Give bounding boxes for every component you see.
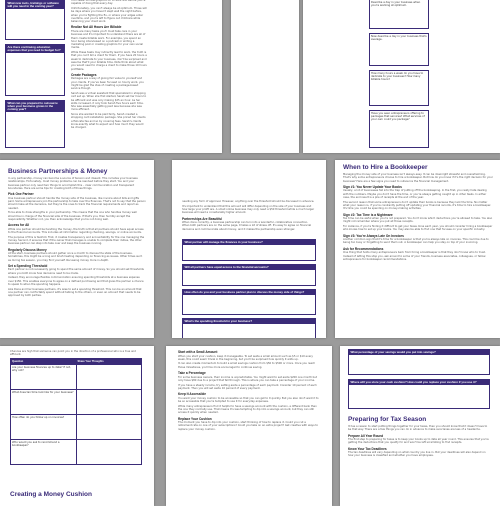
section-heading: Sign #3: You're Always Late On Invoices [343,233,404,238]
section-heading: Access for All [8,223,30,228]
paragraph: The tax deadlines will vary depending on what country you live in. But your deadlines will also depend on how your business is classified and whether you have employees. [348,451,486,458]
question-label: What's the spending threshold in your business? [183,319,315,324]
page-title: Business Partnerships & Money [8,168,108,175]
table-question: Who would you ask to recommend a bookkeeper? [11,439,77,464]
table-header: Share Your Thoughts [76,358,142,364]
page-spread2-right [335,160,500,338]
paragraph: One thing that holds many entrepreneurs back from hiring a bookkeeper is that they don't know who to trust. Instead of letting this stop you, ask around to some of your friends, business associates, colleagues, or fellow entrepreneurs for bookkeeper recommendations. [343,251,486,261]
page-spread1-sidebar [303,0,500,153]
paragraph: There are many tasks you'll must take care in your business and it's important to understand there are all of them create billable work. For example, you spend an hour being interviewed on a podcast or writing a marketing post or creating graphics for your own social media. [71,29,146,50]
paragraph: It can also create momentum to build a small savings cushion from $50 to $500 or more. Once you reach those milestones, you'll be more encouraged to continue saving. [178,362,316,369]
paragraph: In any partnership, money can become a source of tension and dissent. This includes your business relationships. Fortunately, most money problems can be resolved before they start. You and your business partner only need two things to accomplish this – clear communication and transparent boundaries. Here are some tips for creating both of those things. [8,177,138,190]
paragraph: Like Dana and her business partners, it's wise to set a spending threshold. This can be an amount that one partner can comfortably spend without talking to the others, or even an amount that needs to be approved by both parties. [8,287,142,298]
paragraph: The first step to preparing for taxes is to keep your books up to date all year round. This ensures that you're getting the deductions that you qualify for and won't be left scrambling to find receipts. [348,438,489,445]
paragraph: At the start, business partners should gather once a month to discuss the state of the business. Sometimes, this might be a long and brief meeting depending on financing as issues. Other times such as during tax season, you may find yourself discussing money more in-depth. [8,252,143,262]
page-title: Creating a Money Cushion [10,491,92,498]
question-box[interactable] [348,349,490,375]
table-question: How often do you follow up on invoices? [11,414,77,439]
section-heading: Pick One Partner [8,192,34,197]
section-heading: Regularly Discuss Money [8,247,47,252]
section-heading: Keep It Accessible [178,392,207,397]
paragraph: When you start your cushion, keep it manageable. To set aside a small amount such as $5 or $10 every week, this could seem trivial in the beginning, but you'll be surprised how quickly it adds up. [178,354,313,361]
section-heading: Set a Spending Threshold [8,263,48,268]
paragraph: The purpose of this is twofold. First, it creates transparency and accountability for the one managing the money. Second, it ensures that if the owner that manages is unable to complete their duties, the other business partner can step into take over and keep the business running. [8,235,145,246]
page-title: Preparing for Tax Season [348,416,427,423]
page-title: When to Hire a Bookkeeper [343,164,428,171]
question-label: Describe a day in your business when you're working at optimum. [371,1,421,8]
paragraph: While these tasks may indirectly lead to work, the truth is that you can't bill a client for them. If you have 20 hours a week to dedicate to your business, don't be surprised and assume that'll your billable time. Note think about what you would need to charge a client to make those 10 hours profitable. [71,51,147,71]
section-heading: Take a Percentage [178,371,206,376]
paragraph: It has a reason to start putting things together for your taxes, then you should know that it doesn't have to be that way. There are a few things you can do in advance to make sure taxes are less of a headache. [348,425,488,432]
paragraph: While one partner should be handling the money, the truth is that all partners should have equal access to the financial accounts. This includes all information regarding checking, savings, or online accounts. [8,227,144,234]
paragraph: Tax time can be awful when you're not prepared. You don't know which deductions you're allowed to take. You also might not remember where you put all those receipts. [343,217,493,224]
paragraph: You want your money cushion to be accessible so that you can get to it quickly. But you also don't want it to be so accessible that you're tempted to use it for everyday expenses. [178,396,319,403]
question-label: Will all partners have equal access to the financial accounts? [183,265,315,270]
section-heading: Partnerships Are Beautiful [182,216,223,221]
page-spread3-left [0,346,154,506]
paragraph: Packages are a way of giving fair value to yourself and your clients. If you've been focused on hourly work, you might be glad the idea of creating a package-based service though. [71,77,144,91]
question-box[interactable] [369,33,429,66]
question-label: Where will you store your cash cushion? How could you replace your cushion if you use it? [349,380,489,385]
question-box[interactable] [5,0,65,40]
page-spread3-right [340,346,500,506]
question-box[interactable] [182,318,316,338]
paragraph: Unfortunately, you can't always be at optimum. Those will be days where you haven't slept well the night before, when you're fighting the flu, or where your edges enter overtime, and you're left to figure out childcare while balancing your client work. [71,6,147,24]
section-heading: Realize Not All Hours Are Billable [71,25,122,30]
question-box[interactable] [182,289,316,315]
question-label: What can you prepared to outsource when your business grows in the coming year? [6,101,64,112]
question-label: What percentage of your savings would you put into savings? [349,350,489,355]
worksheet-table [10,358,142,465]
paragraph: It's important to understand that this amount will differ depending on the size of your business and how large your profit are. A small online business may only need a $50 threshold while a much larger business will need a considerably higher amount. [182,204,315,215]
section-heading: Start with a Small Amount [178,350,218,354]
paragraph: Each partner is not necessarily going to spend the same amount of money. So you should set thresholds where you both know how decisions need to be made. [8,268,144,275]
question-label: What partner will manage the finances in your business? [183,240,315,245]
section-heading: Prepare All Year Round [348,433,384,438]
page-spread1-left [0,0,222,153]
question-box[interactable] [182,264,316,286]
question-box[interactable] [369,0,429,29]
page-spread1-right [231,0,299,153]
section-heading: Ask for Recommendations [343,246,384,251]
question-box[interactable] [5,44,65,96]
section-heading: Sign #1: You Never Update Your Books [343,184,402,189]
question-label: Have you seen entrepreneurs offering to packages that services? What services of your own could you package? [371,112,425,122]
paragraph: Since she wanted to be paid fairly, Sarah created a shopping cart installation package. She priced her clients a flat-rate fee and so by covering fees. Sarah's clients know exactly what to expect and how much they would be charged. [71,113,146,130]
page-spread2-middle [172,160,326,338]
body-column [71,0,147,149]
paragraph: Another common sign that it's time for a bookkeeper is that you're always late on invoices. This could be due to being too busy or forgetting to send them out. A bookkeeper can help you stay on top of your invoicing. [343,238,489,245]
question-label: How often do you and your business partner plan to discuss the money side of things? [183,290,315,295]
page-spread3-middle [166,346,332,506]
question-box[interactable] [182,239,316,261]
question-box[interactable] [5,100,65,148]
table-question: Are your business finances up to date? If not, why not? [11,364,77,389]
page-spread2-left [0,160,154,338]
table-row [11,414,142,439]
paragraph: For some business owners, their income is unpredictable. You might want to set aside $200 one month but only have $80 due to a project that fell through. This is where you can take a percentage of your income. [178,375,317,382]
table-header: Question [11,358,77,364]
paragraph: You create 10 new graphics for a client and before you're capable of doing that every day. [71,0,146,6]
paragraph: To be able to draw strengths in your partnership. This means that the one who handles money well should be in charge of the financial side of the business. If that's you, then humbly accept the responsibility. Whether not, you then acknowledge that you're not doing well. [8,211,137,221]
table-question: What does tax time look like for your business? [11,389,77,414]
paragraph: For instance, if you're finding it difficult to get your taxes done each year, you should consider hiring a bookkeeper who knows how to set up your books. You may also be able to find one that focuses on your specific industry. [343,225,493,232]
paragraph: needing any form of approval. However, anything over the threshold should be discussed in advance. [182,200,315,203]
paragraph: Usually, a lot of businesses fall into the trap of putting off the bookkeeping. In the first, you really hate dealing with the numbers. Maybe you don't have the time, or you're always getting caught up in other tasks. In either case, the end result is a pile of receipts at the end of the year. [343,189,487,199]
answer-cell[interactable] [76,439,142,464]
paragraph: Chances are high that someone can point you in the direction of a professional who is a true and efficient. [10,350,136,357]
answer-cell[interactable] [76,414,142,439]
paragraph: If you have a steady income, try setting aside a percentage of each payment. Consider 10 percent of each payment. Then you will set aside 10 percent of every payment. [178,383,317,390]
paragraph: Managing the money side of your business isn't always easy. It can be downright stressful and overwhelming. That's why some entrepreneurs choose to hire a bookkeeper. But how do you know if it's the right decision for your business? Here are a few signs you need to outsource the financial management. [343,173,493,183]
question-box[interactable] [369,110,429,148]
paragraph: Sarah was a virtual assistant that specialized in shopping cart set up. When she first started, Sarah set her hours to be efficient and was only making $25 an hour. As her skills increased, it only took Sarah five hours each time. She was essentially getting paid less because she was more efficient. [71,92,147,112]
answer-cell[interactable] [76,364,142,389]
table-row [11,439,142,464]
table-row [11,364,142,389]
section-heading: Know Your Tax Deadlines [348,446,387,451]
question-label: Now describe a day in your business that's average. [371,35,427,42]
question-box[interactable] [348,379,490,409]
question-label: What new tools, trainings or software will you need in the coming year? [6,1,64,9]
paragraph: When done correctly, a business partnership can turn into a wonderful, collaborative connection. When both partners are on the same page, it takes a lot of stress off. It's easy to agree on financial decisions and communicate about money, and it makes the partnership even stronger. [182,221,312,231]
section-heading: Create Packages [71,72,97,77]
table-row [11,389,142,414]
question-box[interactable] [369,70,429,106]
section-heading: Replace Your Cushion [178,416,212,421]
paragraph: The moment you have to dip into your cushion, start thinking of how to replace it. Could you cut a retirement rate on one of your subscriptions? Could you take on an extra project? Get creative with ways to replace your money cushion. [178,421,318,431]
paragraph: While many entrepreneurs find it helpful to have a savings account with the cushion, a different bank than the one they normally use. That means it's less tempting to dip into a savings account, but they can still access it quickly when needed. [178,404,317,415]
paragraph: The second reason that some entrepreneurs don't update their books is because they lack the time. No matter what your reason is, if you're constantly putting off updating your financial records, it's time to hire a bookkeeper. It's time you could be spending on money-making activities. [343,200,492,211]
question-label: How many hours a week do you have to dedicate to your business? How many billable hours? [371,72,424,82]
paragraph: One business partner should handle the money side of the business, like invoice about bills and gifts paid. Some entrepreneurs join the partnership to take over the finances. That's not to say that the person should make all the decisions, but they're the ones to track the financial requirements and report as needed. [8,196,146,210]
question-label: Are there continuing education expenses that you need to budget for? [6,45,64,53]
section-heading: Sign #2: Tax Time is a Nightmare [343,212,393,217]
paragraph: Instead, they encourage flexible communication ensuring spending thresholds at a business expense over $150. This enables everyone to agree on a defined purchasing and that gives the partner a chance to speak to when the spending happens. [8,276,144,286]
answer-cell[interactable] [76,389,142,414]
